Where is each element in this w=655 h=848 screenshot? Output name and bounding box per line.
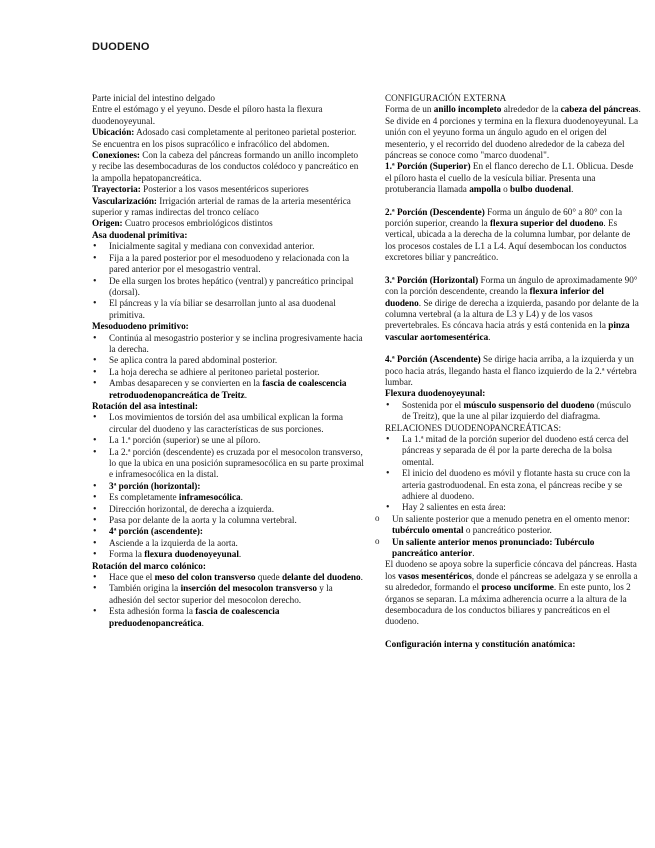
list-item: • Asciende a la izquierda de la aorta.: [92, 538, 364, 549]
text: Se dirige hacia arriba, a la izquierda y un poco hacia atrás, llegando hasta el flanco izquierdo de la 2.ª vértebra lumbar.: [385, 354, 637, 387]
text: . En este punto, los 2 órganos se separan. La máxima adherencia ocurre a la altura de la desembocadura de los conductos biliares y pancreáticos en el duodeno.: [385, 582, 631, 627]
list-item: [92, 572, 364, 583]
anillo-term: anillo incompleto: [433, 104, 502, 115]
list-text: (músculo de Treitz), que la une al pilar izquierdo del diafragma.: [402, 399, 631, 422]
vasos-mesentericos-term: vasos mesentéricos: [398, 570, 472, 581]
list-text: o pancreático posterior.: [463, 525, 552, 536]
meso-colon-term: meso del colon transverso: [154, 572, 256, 583]
text: Forma un ángulo de 60° a 80° con la porción superior, creando la: [385, 206, 623, 229]
list-item: • Hay 2 salientes en esta área:: [385, 502, 641, 513]
list-text: Un saliente posterior que a menudo penetra en el omento menor:: [392, 513, 630, 524]
list-text: Ambas desaparecen y se convierten en la: [109, 378, 263, 389]
text: El duodeno se apoya sobre la superficie cóncava del páncreas. Hasta los: [385, 559, 637, 581]
list-text: .: [201, 617, 204, 628]
intro-paragraph: Entre el estómago y el yeyuno. Desde el píloro hasta la flexura duodenoyeyunal.: [92, 104, 323, 126]
list-text: También origina la: [109, 583, 181, 594]
list-item: [92, 583, 364, 606]
text: o: [500, 184, 511, 195]
proceso-unciforme-term: proceso unciforme: [481, 582, 554, 593]
ubicacion-text: Adosado casi completamente al peritoneo parietal posterior. Se encuentra en los pisos supracólico e infracólico del abdomen.: [92, 127, 357, 149]
text: .: [488, 331, 491, 342]
list-text: y la adhesión del sector superior del mesocolon derecho.: [109, 583, 333, 605]
insercion-mesocolon-term: inserción del mesocolon transverso: [180, 583, 317, 594]
list-text: .: [244, 389, 248, 400]
list-text: .: [238, 549, 242, 560]
list-item: • De ella surgen los brotes hepático (ventral) y pancreático principal (dorsal).: [92, 276, 364, 299]
list-item: [92, 492, 364, 503]
segunda-porcion-label: 2.ª Porción (Descendente): [385, 206, 485, 217]
relaciones-list: [385, 434, 641, 559]
list-text: .: [240, 492, 243, 503]
tercera-porcion-label: 3ª porción (horizontal):: [109, 480, 201, 491]
text: , donde el páncreas se adelgaza y se enrolla a su alrededor, formando el: [385, 570, 638, 593]
list-item: • Continúa al mesogastrio posterior y se inclina progresivamente hacia la derecha.: [92, 333, 364, 356]
mesoduodeno-list: [92, 333, 364, 401]
list-item: [385, 400, 641, 423]
right-column: [385, 93, 641, 650]
list-item: [92, 481, 364, 492]
list-item: • Dirección horizontal, de derecha a izquierda.: [92, 504, 364, 515]
conexiones-paragraph: [92, 150, 364, 184]
list-item: • La 2.ª porción (descendente) es cruzada por el mesocolon transverso, lo que la ubica en una posición supramesocólica en su parte proximal e inframesocólica en la distal.: [92, 447, 364, 481]
text: .: [571, 184, 574, 195]
text: Forma de un: [385, 104, 434, 115]
cabeza-pancreas-term: cabeza del páncreas: [560, 104, 639, 115]
list-item: [92, 549, 364, 560]
configuracion-interna-heading: Configuración interna y constitución anatómica:: [385, 638, 576, 649]
list-item: • La 1.ª mitad de la porción superior del duodeno está cerca del páncreas y separada de él por la parte derecha de la bolsa omental.: [385, 434, 641, 468]
trayectoria-text: Posterior a los vasos mesentéricos superiores: [140, 184, 309, 195]
list-text: Esta adhesión forma la: [109, 606, 196, 617]
vascularizacion-paragraph: [92, 196, 364, 219]
list-item: • Fija a la pared posterior por el mesoduodeno y relacionada con la pared anterior por el mesogastrio ventral.: [92, 253, 364, 276]
flexura-superior-term: flexura superior del duodeno: [490, 218, 604, 229]
list-item: • Pasa por delante de la aorta y la columna vertebral.: [92, 515, 364, 526]
spacer: [385, 628, 641, 639]
ubicacion-paragraph: [92, 127, 364, 150]
list-text: quede: [255, 572, 282, 583]
spacer: [385, 343, 641, 354]
origen-paragraph: [92, 218, 364, 229]
tercera-porcion-label: 3.ª Porción (Horizontal): [385, 274, 479, 285]
final-paragraph: [385, 559, 641, 627]
flexura-term: flexura duodenoyeyunal: [144, 549, 239, 560]
primera-porcion-label: 1.ª Porción (Superior): [385, 161, 471, 172]
vascularizacion-text: Irrigación arterial de ramas de la arteria mesentérica superior y ramas indirectas del tronco celíaco: [92, 195, 351, 218]
configuracion-paragraph: [385, 104, 641, 161]
relaciones-heading: RELACIONES DUODENOPANCREÁTICAS:: [385, 422, 562, 433]
flexura-inferior-term: flexura inferior del duodeno: [385, 286, 604, 308]
list-item: [92, 606, 364, 629]
text: . Se divide en 4 porciones y termina en la flexura duodenoyeyunal. La unión con el yeyuno forma un ángulo agudo en el origen del mesenterio, y el recorrido del duodeno alrededor de la cabeza del páncreas se conoce como "marco duodenal".: [385, 104, 641, 161]
list-item: • Se aplica contra la pared abdominal posterior.: [92, 355, 364, 366]
list-text: .: [472, 548, 475, 559]
list-item: [375, 514, 641, 537]
list-text: Sostenida por el: [402, 399, 464, 410]
ampolla-term: ampolla: [469, 184, 501, 195]
tuberculo-omental-term: tubérculo omental: [392, 525, 464, 536]
list-text: Hace que el: [109, 572, 155, 583]
list-item: • El páncreas y la vía biliar se desarrollan junto al asa duodenal primitiva.: [92, 298, 364, 321]
rotacion-asa-list: [92, 412, 364, 560]
tercera-porcion-paragraph: [385, 275, 641, 343]
trayectoria-label: Trayectoria:: [92, 184, 141, 195]
text: . Es vertical, ubicada a la derecha de la columna lumbar, por delante de los procesos costales de L1 a L4. Aquí desembocan los conductos excretores biliar y pancreático.: [385, 218, 631, 263]
text: Forma un ángulo de aproximadamente 90° con la porción descendente, creando la: [385, 274, 638, 297]
bulbo-term: bulbo duodenal: [510, 184, 572, 195]
ubicacion-label: Ubicación:: [92, 127, 135, 138]
conexiones-label: Conexiones:: [92, 150, 140, 161]
text: En el flanco derecho de L1. Oblicua. Desde el píloro hasta el cuello de la vesícula biliar. Presenta una protuberancia llamada: [385, 161, 634, 195]
intro-line: Parte inicial del intestino delgado: [92, 93, 215, 103]
fascia-treitz-term: fascia de coalescencia retroduodenopancreática de Treitz: [109, 378, 347, 400]
flexura-list: [385, 400, 641, 423]
list-text: .: [360, 572, 363, 583]
configuracion-externa-heading: CONFIGURACIÓN EXTERNA: [385, 93, 507, 103]
list-item: [375, 537, 641, 560]
list-text: Es completamente: [109, 492, 179, 503]
text: alrededor de la: [501, 104, 561, 115]
rotacion-marco-heading: Rotación del marco colónico:: [92, 560, 206, 571]
list-item: • Los movimientos de torsión del asa umbilical explican la forma circular del duodeno y las características de sus porciones.: [92, 412, 364, 435]
list-item: • La hoja derecha se adhiere al peritoneo parietal posterior.: [92, 367, 364, 378]
trayectoria-paragraph: [92, 184, 364, 195]
rotacion-asa-heading: Rotación del asa intestinal:: [92, 400, 198, 411]
list-item: • La 1.ª porción (superior) se une al píloro.: [92, 435, 364, 446]
list-item: [92, 378, 364, 401]
delante-duodeno-term: delante del duodeno: [281, 572, 361, 583]
conexiones-text: Con la cabeza del páncreas formando un anillo incompleto y recibe las desembocaduras de los conductos colédoco y pancreático en la ampolla hepatopancreática.: [92, 150, 359, 183]
text: . Se dirige de derecha a izquierda, pasando por delante de la columna vertebral (a la altura de L3 y L4) y de los vasos prevertebrales. Es cóncava hacia atrás y está contenida en la: [385, 297, 639, 331]
left-column: [92, 93, 364, 629]
fascia-preduodeno-term: fascia de coalescencia preduodenopancreática: [109, 606, 280, 628]
cuarta-porcion-label: 4ª porción (ascendente):: [109, 526, 203, 537]
spacer: [385, 264, 641, 275]
list-item: • Inicialmente sagital y mediana con convexidad anterior.: [92, 241, 364, 252]
origen-text: Cuatro procesos embriológicos distintos: [122, 218, 273, 229]
cuarta-porcion-label: 4.ª Porción (Ascendente): [385, 354, 481, 365]
cuarta-porcion-paragraph: [385, 354, 641, 388]
spacer: [385, 196, 641, 207]
document-title: DUODENO: [92, 41, 150, 53]
vascularizacion-label: Vascularización:: [92, 195, 157, 206]
flexura-heading: Flexura duodenoyeyunal:: [385, 388, 486, 399]
asa-duodenal-heading: Asa duodenal primitiva:: [92, 229, 188, 240]
primera-porcion-paragraph: [385, 161, 641, 195]
mesoduodeno-heading: Mesoduodeno primitivo:: [92, 321, 189, 332]
musculo-suspensorio-term: músculo suspensorio del duodeno: [463, 399, 595, 410]
inframesocolica-term: inframesocólica: [178, 492, 241, 503]
asa-duodenal-list: [92, 241, 364, 321]
saliente-anterior-term: Un saliente anterior menos pronunciado: Tubérculo pancreático anterior: [392, 536, 595, 559]
origen-label: Origen:: [92, 218, 123, 229]
rotacion-marco-list: [92, 572, 364, 629]
pinza-vascular-term: pinza vascular aortomesentérica: [385, 320, 630, 342]
list-item: [92, 526, 364, 537]
list-item: • El inicio del duodeno es móvil y flotante hasta su cruce con la arteria gastroduodenal. En esta zona, el páncreas recibe y se adhiere al duodeno.: [385, 468, 641, 502]
list-text: Forma la: [109, 549, 145, 560]
segunda-porcion-paragraph: [385, 207, 641, 264]
